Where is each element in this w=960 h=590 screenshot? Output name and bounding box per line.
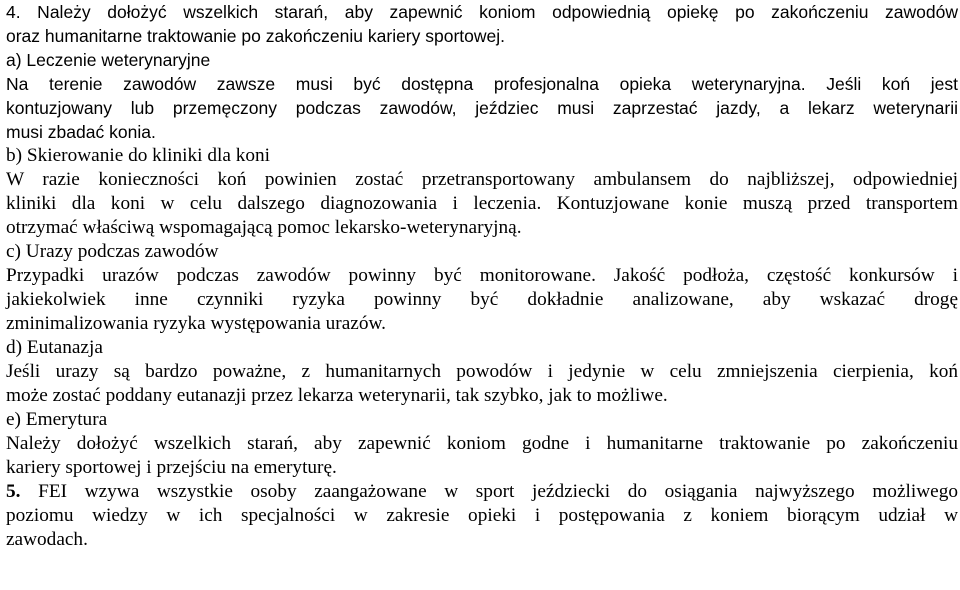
paragraph-5-line-3: zawodach.: [6, 529, 88, 550]
section-d-line-1: Jeśli urazy są bardzo poważne, z humanitarnych powodów i jedynie w celu zmniejszenia cierpienia, koń: [6, 361, 958, 382]
section-c-heading: c) Urazy podczas zawodów: [6, 241, 219, 262]
section-c-line-1: Przypadki urazów podczas zawodów powinny być monitorowane. Jakość podłoża, częstość konkursów i: [6, 265, 958, 286]
section-a-line-1: Na terenie zawodów zawsze musi być dostępna profesjonalna opieka weterynaryjna. Jeśli koń jest: [6, 74, 958, 94]
paragraph-5-number: 5.: [6, 481, 21, 502]
paragraph-5-line-1-text: FEI wzywa wszystkie osoby zaangażowane w sport jeździecki do osiągania najwyższego możliwego: [20, 481, 958, 502]
section-c-line-3: zminimalizowania ryzyka występowania urazów.: [6, 313, 386, 334]
document-page: [6, 0, 958, 552]
paragraph-5-line-2: poziomu wiedzy w ich specjalności w zakresie opieki i postępowania z koniem biorącym udział w: [6, 505, 958, 526]
section-b-line-1: W razie konieczności koń powinien zostać przetransportowany ambulansem do najbliższej, odpowiedniej: [6, 169, 958, 190]
paragraph-4-line-2: oraz humanitarne traktowanie po zakończeniu kariery sportowej.: [6, 26, 506, 46]
section-c-line-2: jakiekolwiek inne czynniki ryzyka powinny być dokładnie analizowane, aby wskazać drogę: [6, 289, 958, 310]
section-e-heading: e) Emerytura: [6, 409, 108, 430]
section-e-line-2: kariery sportowej i przejściu na emeryturę.: [6, 457, 337, 478]
paragraph-4-line-1: 4. Należy dołożyć wszelkich starań, aby zapewnić koniom odpowiednią opiekę po zakończeniu zawodów: [6, 2, 958, 22]
section-a-line-3: musi zbadać konia.: [6, 122, 156, 142]
section-a-heading: a) Leczenie weterynaryjne: [6, 50, 211, 70]
section-d-line-2: może zostać poddany eutanazji przez lekarza weterynarii, tak szybko, jak to możliwe.: [6, 385, 668, 406]
section-a-line-2: kontuzjowany lub przemęczony podczas zawodów, jeździec musi zaprzestać jazdy, a lekarz weterynarii: [6, 98, 958, 118]
section-e-line-1: Należy dołożyć wszelkich starań, aby zapewnić koniom godne i humanitarne traktowanie po zakończeniu: [6, 433, 958, 454]
section-b-line-3: otrzymać właściwą wspomagającą pomoc lekarsko-weterynaryjną.: [6, 217, 522, 238]
section-b-heading: b) Skierowanie do kliniki dla koni: [6, 145, 271, 166]
paragraph-5-line-1: [6, 480, 958, 504]
section-b-line-2: kliniki dla koni w celu dalszego diagnozowania i leczenia. Kontuzjowane konie muszą przed transportem: [6, 193, 958, 214]
section-d-heading: d) Eutanazja: [6, 337, 103, 358]
